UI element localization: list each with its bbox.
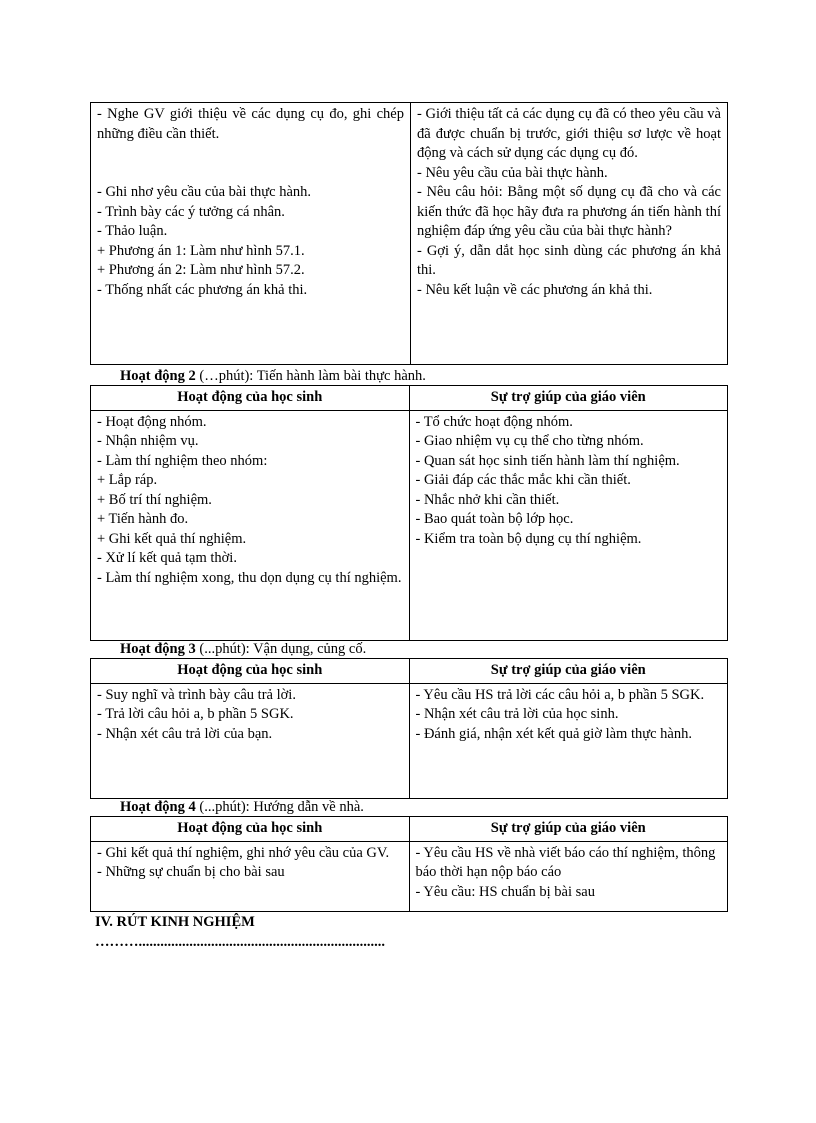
- student-column-header: Hoạt động của học sinh: [91, 386, 410, 411]
- list-item: - Gợi ý, dẫn dắt học sinh dùng các phương án khả thi.: [417, 242, 721, 278]
- activity-2-table: [90, 385, 728, 641]
- list-item: - Nêu kết luận về các phương án khả thi.: [417, 281, 653, 298]
- student-cell-4: [91, 841, 410, 911]
- student-column-header: Hoạt động của học sinh: [91, 659, 410, 684]
- list-item: - Nhận xét câu trả lời của bạn.: [97, 725, 273, 742]
- list-item: - Bao quát toàn bộ lớp học.: [415, 511, 574, 527]
- activity-4-table: [90, 816, 728, 912]
- student-cell-3: [91, 683, 410, 798]
- list-item: - Nhắc nhở khi cần thiết.: [415, 491, 560, 508]
- list-item: - Thảo luận.: [97, 223, 168, 239]
- list-item: - Ghi nhơ yêu cầu của bài thực hành.: [97, 184, 312, 200]
- activity-3-table: [90, 658, 728, 799]
- teacher-column-header: Sự trợ giúp của giáo viên: [409, 817, 728, 842]
- list-item: - Giới thiệu tất cả các dụng cụ đã có theo yêu cầu và đã được chuẩn bị trước, giới thiệu sơ lược về hoạt động và cách sử dụng các dụng cụ đó.: [417, 106, 721, 161]
- activity-2-heading: [120, 367, 426, 385]
- section-4-title: IV. RÚT KINH NGHIỆM: [95, 914, 255, 930]
- list-item: - Kiểm tra toàn bộ dụng cụ thí nghiệm.: [415, 530, 642, 547]
- activity-3-title: Hoạt động 3: [120, 641, 196, 657]
- teacher-cell-1: [411, 103, 728, 365]
- list-item: - Nêu câu hỏi: Bằng một số dụng cụ đã cho và các kiến thức đã học hãy đưa ra phương án tiến hành thí nghiệm đáp ứng yêu cầu của bài thực hành?: [417, 184, 721, 239]
- list-item: - Làm thí nghiệm xong, thu dọn dụng cụ thí nghiệm.: [97, 569, 402, 586]
- list-item: - Yêu cầu: HS chuẩn bị bài sau: [415, 883, 595, 900]
- teacher-column-header: Sự trợ giúp của giáo viên: [409, 659, 728, 684]
- list-item: - Trả lời câu hỏi a, b phần 5 SGK.: [97, 706, 294, 722]
- list-item: - Yêu cầu HS trả lời các câu hỏi a, b phần 5 SGK.: [415, 686, 705, 703]
- list-item: - Suy nghĩ và trình bày câu trả lời.: [97, 686, 296, 703]
- activity-2-description: (…phút): Tiến hành làm bài thực hành.: [195, 368, 426, 384]
- student-cell-1: [91, 103, 411, 365]
- activity-1-table: [90, 102, 728, 365]
- activity-3-heading: [120, 640, 366, 658]
- teacher-cell-4: [409, 841, 728, 911]
- activity-3-description: (...phút): Vận dụng, củng cố.: [195, 641, 367, 657]
- list-item: - Giải đáp các thắc mắc khi cần thiết.: [415, 472, 631, 488]
- list-item: - Hoạt động nhóm.: [97, 413, 207, 430]
- teacher-cell-2: [409, 410, 728, 640]
- list-item: + Phương án 2: Làm như hình 57.2.: [97, 262, 305, 278]
- list-item: - Tổ chức hoạt động nhóm.: [415, 413, 573, 430]
- list-item: + Ghi kết quả thí nghiệm.: [97, 530, 247, 547]
- list-item: + Phương án 1: Làm như hình 57.1.: [97, 242, 305, 259]
- student-column-header: Hoạt động của học sinh: [91, 817, 410, 842]
- teacher-cell-3: [409, 683, 728, 798]
- list-item: - Trình bày các ý tưởng cá nhân.: [97, 203, 285, 220]
- list-item: - Nêu yêu cầu của bài thực hành.: [417, 164, 608, 181]
- activity-4-title: Hoạt động 4: [120, 799, 196, 815]
- list-item: - Yêu cầu HS về nhà viết báo cáo thí nghiệm, thông báo thời hạn nộp báo cáo: [415, 844, 716, 880]
- activity-2-title: Hoạt động 2: [120, 368, 196, 384]
- list-item: - Làm thí nghiệm theo nhóm:: [97, 452, 268, 469]
- list-item: + Tiến hành đo.: [97, 511, 189, 527]
- list-item: - Đánh giá, nhận xét kết quả giờ làm thực hành.: [415, 725, 692, 742]
- activity-4-heading: [120, 798, 364, 816]
- list-item: - Nhận nhiệm vụ.: [97, 433, 199, 449]
- list-item: - Nghe GV giới thiệu về các dụng cụ đo, ghi chép những điều cần thiết.: [97, 106, 404, 142]
- list-item: - Thống nhất các phương án khả thi.: [97, 281, 308, 298]
- list-item: - Những sự chuẩn bị cho bài sau: [97, 864, 285, 880]
- activity-4-description: (...phút): Hướng dẫn về nhà.: [195, 799, 364, 815]
- section-4-dotted-line: ………....................................................................: [95, 934, 385, 950]
- teacher-column-header: Sự trợ giúp của giáo viên: [409, 386, 728, 411]
- student-cell-2: [91, 410, 410, 640]
- list-item: - Xử lí kết quả tạm thời.: [97, 550, 237, 566]
- list-item: - Ghi kết quả thí nghiệm, ghi nhớ yêu cầu của GV.: [97, 844, 390, 861]
- list-item: + Bố trí thí nghiệm.: [97, 491, 212, 508]
- list-item: - Nhận xét câu trả lời của học sinh.: [415, 706, 619, 722]
- list-item: + Lắp ráp.: [97, 472, 158, 488]
- list-item: - Giao nhiệm vụ cụ thể cho từng nhóm.: [415, 433, 644, 449]
- list-item: - Quan sát học sinh tiến hành làm thí nghiệm.: [415, 452, 680, 469]
